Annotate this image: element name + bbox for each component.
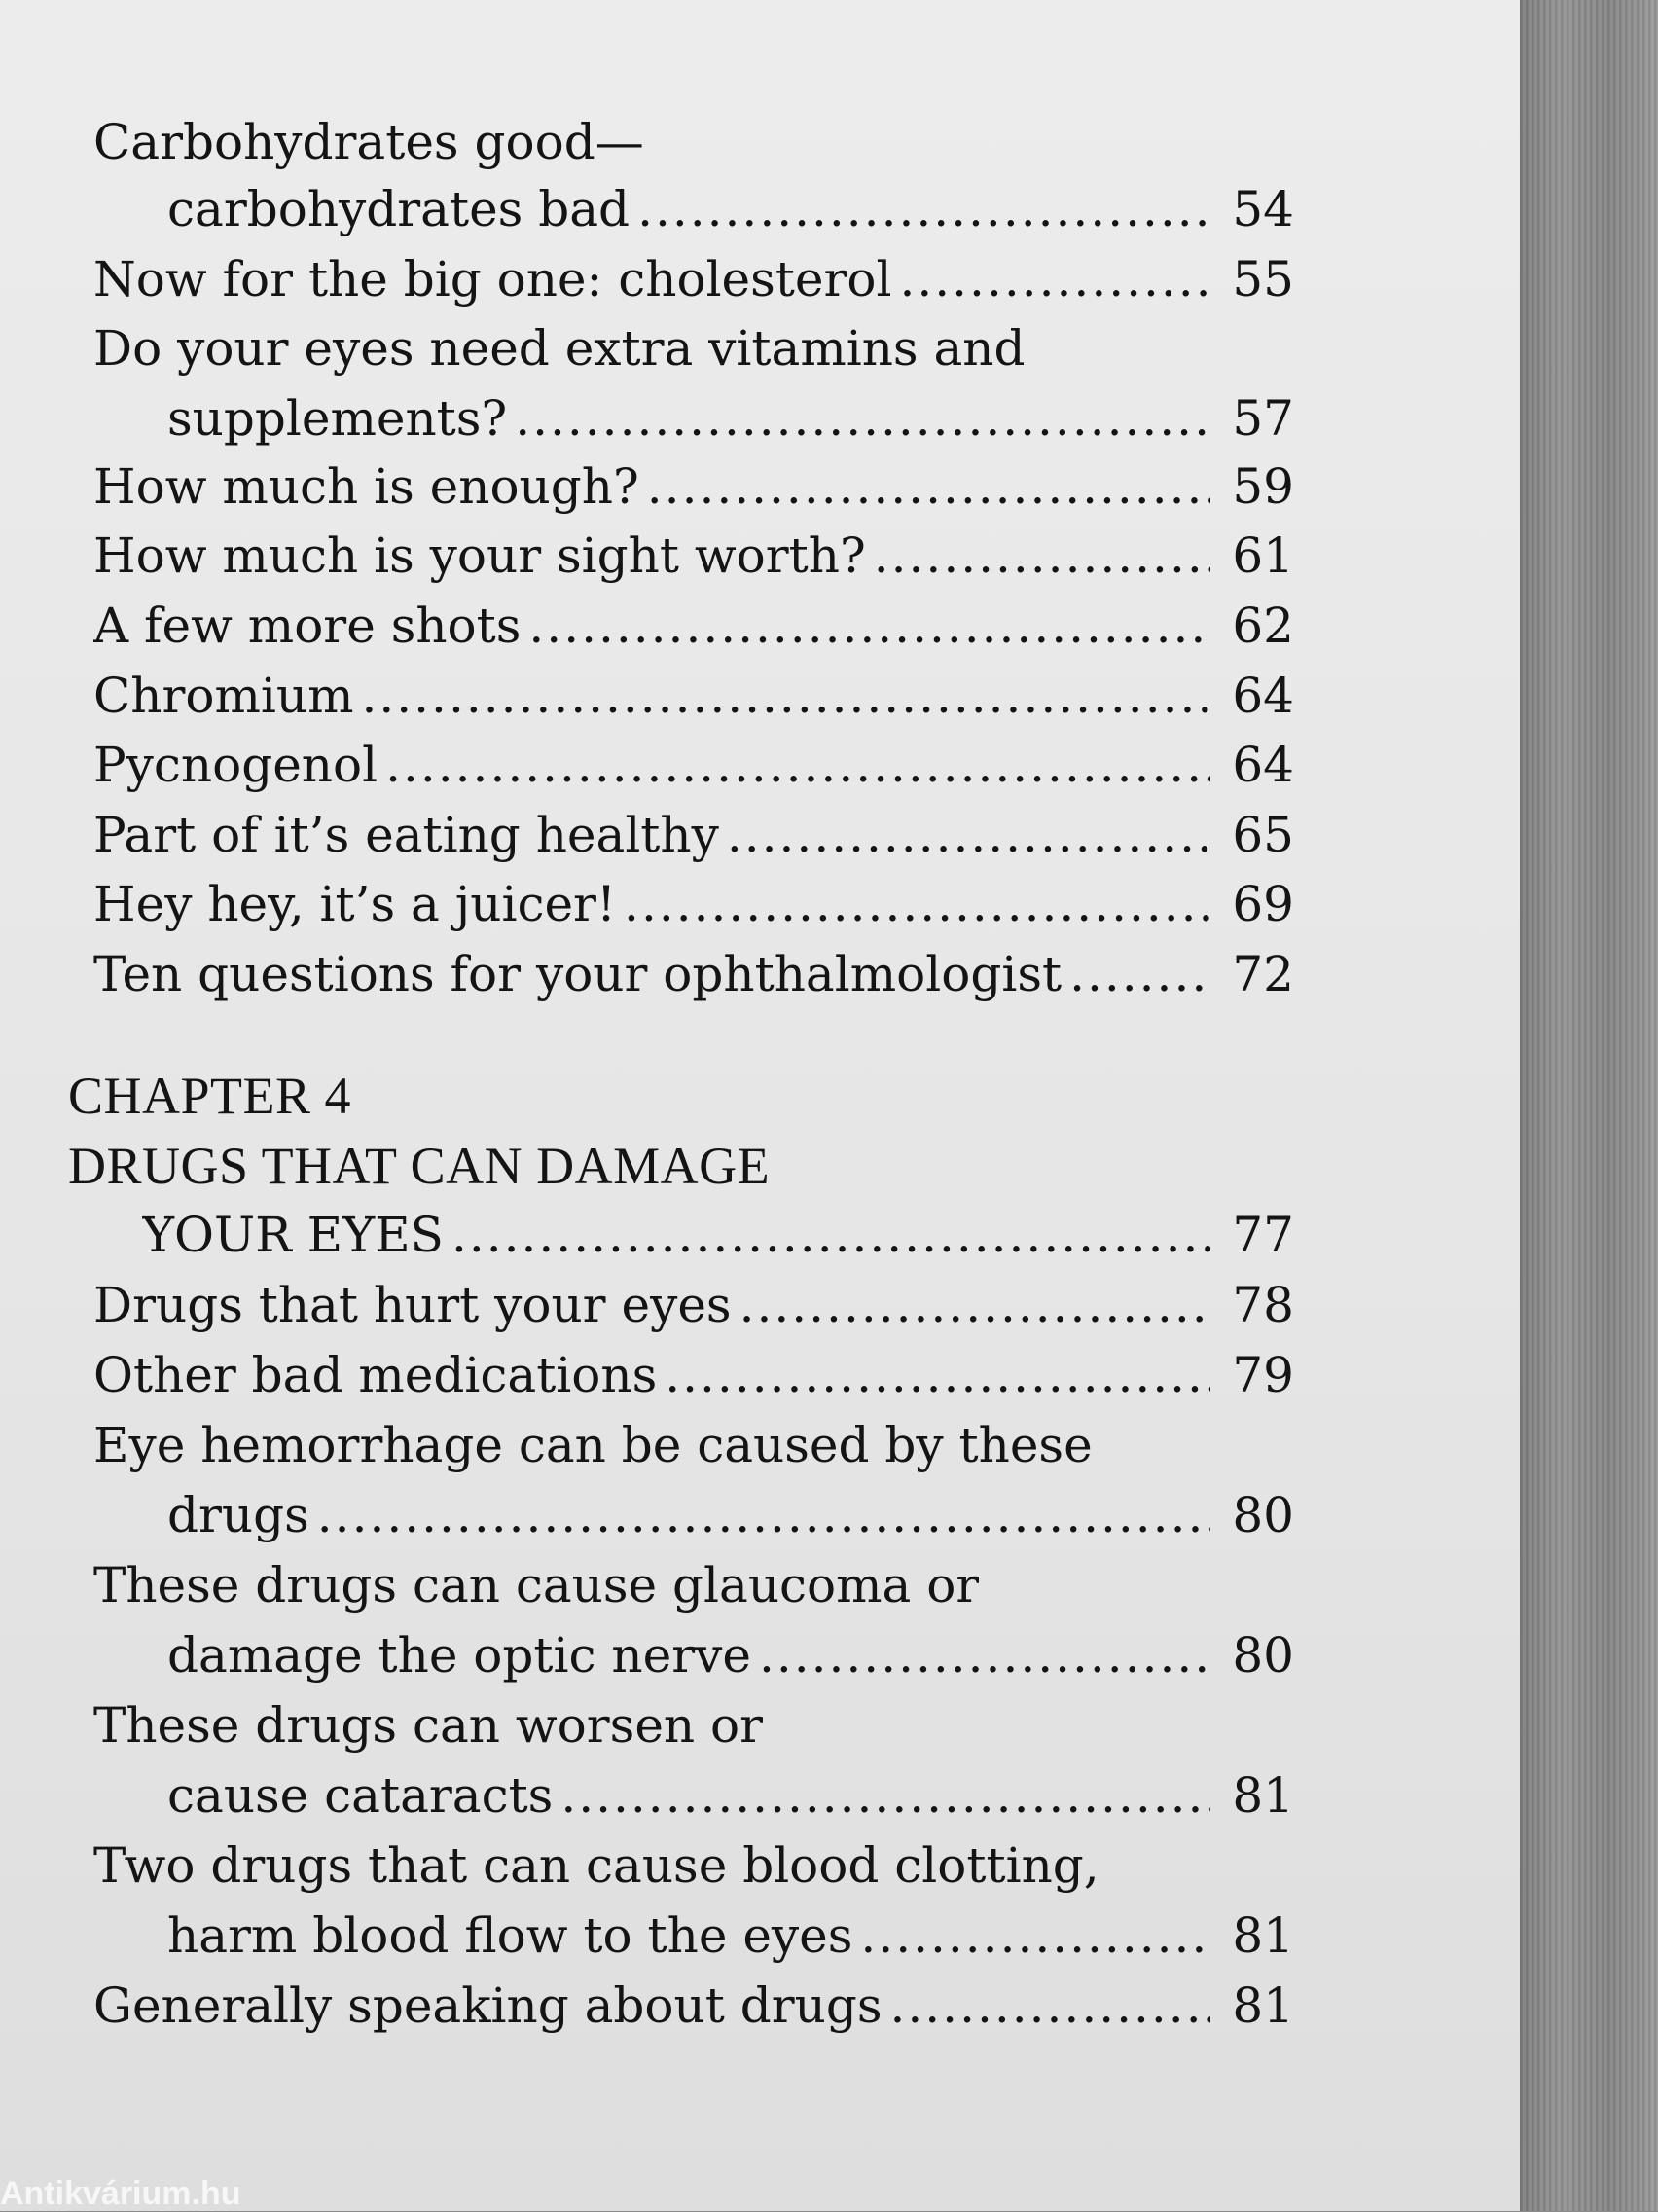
toc-line <box>93 591 1294 661</box>
toc-leader-dots <box>899 244 1210 314</box>
toc-page-number: 79 <box>1232 1347 1294 1403</box>
toc-leader-dots <box>361 661 1210 731</box>
toc-leader-dots <box>637 174 1210 244</box>
toc-entry-text: YOUR EYES <box>142 1207 444 1263</box>
toc-leader-dots <box>727 800 1210 870</box>
toc-line <box>93 1690 763 1760</box>
toc-entry-text: Ten questions for your ophthalmologist <box>93 946 1063 1002</box>
toc-entry-text: Drugs that hurt your eyes <box>93 1277 732 1333</box>
toc-line <box>167 1620 1294 1690</box>
toc-entry-text: Chromium <box>93 668 354 724</box>
toc-line <box>93 521 1294 591</box>
toc-leader-dots <box>1069 939 1210 1009</box>
toc-line <box>142 1200 1294 1270</box>
toc-page-number: 64 <box>1232 737 1294 793</box>
toc-entry-text: supplements? <box>167 390 508 447</box>
toc-page-number: 62 <box>1232 598 1294 654</box>
toc-line <box>68 1131 770 1201</box>
toc-line <box>93 661 1294 731</box>
toc-entry-text: Carbohydrates good— <box>93 114 644 170</box>
toc-page-number: 81 <box>1232 1977 1294 2034</box>
toc-page-number: 80 <box>1232 1487 1294 1543</box>
toc-line <box>93 244 1294 314</box>
toc-line <box>167 174 1294 244</box>
toc-page-number: 81 <box>1232 1907 1294 1964</box>
toc-line <box>167 1901 1294 1971</box>
toc-entry-text: These drugs can worsen or <box>93 1697 764 1754</box>
toc-entry-text: How much is your sight worth? <box>93 527 866 584</box>
toc-page-number: 64 <box>1232 668 1294 724</box>
toc-leader-dots <box>759 1620 1210 1690</box>
toc-entry-text: Now for the big one: cholesterol <box>93 251 892 308</box>
toc-entry-text: harm blood flow to the eyes <box>167 1907 853 1964</box>
toc-page-number: 65 <box>1232 807 1294 863</box>
toc-line <box>167 1480 1294 1550</box>
watermark-text: Antikvárium.hu <box>0 2175 241 2212</box>
toc-leader-dots <box>647 452 1210 522</box>
toc-entry-text: Do your eyes need extra vitamins and <box>93 320 1026 377</box>
toc-line <box>167 383 1294 453</box>
toc-leader-dots <box>860 1901 1210 1971</box>
toc-line <box>93 730 1294 800</box>
toc-leader-dots <box>739 1270 1210 1340</box>
toc-line <box>93 869 1294 939</box>
toc-entry-text: CHAPTER 4 <box>68 1067 352 1125</box>
toc-line <box>93 939 1294 1009</box>
toc-page-number: 78 <box>1232 1277 1294 1333</box>
toc-leader-dots <box>560 1760 1210 1831</box>
toc-page-number: 55 <box>1232 251 1294 308</box>
toc-page-number: 72 <box>1232 946 1294 1002</box>
toc-page-number: 57 <box>1232 390 1294 447</box>
toc-line <box>93 800 1294 870</box>
toc-leader-dots <box>890 1971 1211 2041</box>
toc-page-number: 61 <box>1232 527 1294 584</box>
toc-leader-dots <box>451 1200 1210 1270</box>
toc-entry-text: These drugs can cause glaucoma or <box>93 1557 980 1614</box>
toc-entry-text: Part of it’s eating healthy <box>93 807 719 863</box>
toc-leader-dots <box>665 1340 1210 1410</box>
toc-leader-dots <box>515 383 1210 453</box>
toc-page-number: 80 <box>1232 1627 1294 1684</box>
toc-leader-dots <box>624 869 1210 939</box>
toc-page-number: 59 <box>1232 458 1294 515</box>
toc-entry-text: Pycnogenol <box>93 737 378 793</box>
toc-line <box>68 1061 351 1131</box>
toc-entry-text: Hey hey, it’s a juicer! <box>93 876 617 932</box>
toc-entry-text: Two drugs that can cause blood clotting, <box>93 1837 1099 1894</box>
toc-entry-text: DRUGS THAT CAN DAMAGE <box>68 1137 771 1195</box>
toc-leader-dots <box>528 591 1210 661</box>
toc-entry-text: Other bad medications <box>93 1347 658 1403</box>
toc-line <box>93 1410 1093 1480</box>
toc-page-number: 81 <box>1232 1767 1294 1824</box>
toc-page-number: 54 <box>1232 181 1294 237</box>
toc-page-number: 77 <box>1232 1207 1294 1263</box>
toc-line <box>93 1550 979 1620</box>
book-spine <box>1520 0 1658 2211</box>
toc-line <box>93 1270 1294 1340</box>
toc-line <box>93 1971 1294 2041</box>
toc-leader-dots <box>317 1480 1210 1550</box>
toc-line <box>93 1831 1099 1901</box>
toc-entry-text: How much is enough? <box>93 458 639 515</box>
toc-line <box>167 1760 1294 1831</box>
toc-entry-text: carbohydrates bad <box>167 181 631 237</box>
toc-entry-text: cause cataracts <box>167 1767 554 1824</box>
toc-entry-text: Eye hemorrhage can be caused by these <box>93 1417 1093 1473</box>
toc-entry-text: Generally speaking about drugs <box>93 1977 883 2034</box>
toc-leader-dots <box>385 730 1210 800</box>
toc-line <box>93 1340 1294 1410</box>
toc-line <box>93 107 644 177</box>
toc-leader-dots <box>874 521 1210 591</box>
toc-line <box>93 452 1294 522</box>
toc-line <box>93 313 1026 383</box>
toc-entry-text: drugs <box>167 1487 309 1543</box>
toc-entry-text: A few more shots <box>93 598 522 654</box>
toc-entry-text: damage the optic nerve <box>167 1627 751 1684</box>
toc-page-number: 69 <box>1232 876 1294 932</box>
